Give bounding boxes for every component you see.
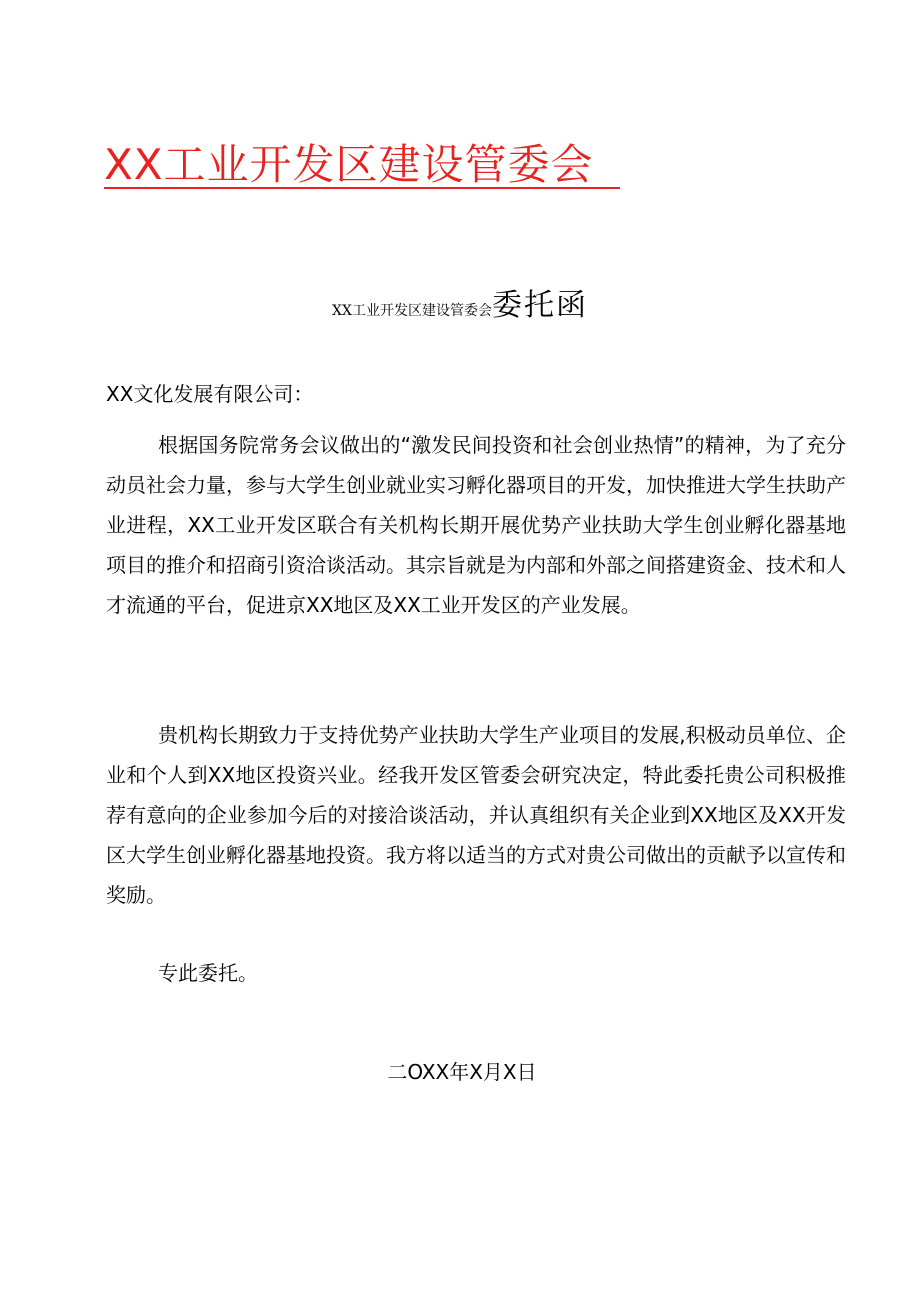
- document-title-org: XX工业开发区建设管委会: [332, 303, 492, 319]
- document-title: [0, 280, 920, 324]
- closing-phrase: 专此委托。: [158, 961, 258, 985]
- date-line: [0, 1052, 920, 1092]
- salutation: XX文化发展有限公司：: [106, 382, 314, 406]
- letterhead: [104, 138, 594, 192]
- body-paragraph-2: 贵机构长期致力于支持优势产业扶助大学生产业项目的发展,积极动员单位、企业和个人到XX地区投资兴业。经我开发区管委会研究决定，特此委托贵公司积极推荐有意向的企业参加今后的对接洽谈活动，并认真组织有关企业到XX地区及XX开发区大学生创业孵化器基地投资。我方将以适当的方式对贵公司做出的贡献予以宣传和奖励。: [106, 723, 846, 907]
- body-paragraph-1: 根据国务院常务会议做出的“激发民间投资和社会创业热情”的精神，为了充分动员社会力量，参与大学生创业就业实习孵化器项目的开发，加快推进大学生扶助产业进程，XX工业开发区联合有关机构长期开展优势产业扶助大学生创业孵化器基地项目的推介和招商引资洽谈活动。其宗旨就是为内部和外部之间搭建资金、技术和人才流通的平台，促进京XX地区及XX工业开发区的产业发展。: [106, 433, 846, 617]
- letterhead-title: XX工业开发区建设管委会: [104, 140, 594, 189]
- letterhead-underline: [104, 187, 620, 189]
- letter-date: 二OXX年X月X日: [387, 1060, 537, 1084]
- document-title-type: 委托函: [491, 288, 588, 323]
